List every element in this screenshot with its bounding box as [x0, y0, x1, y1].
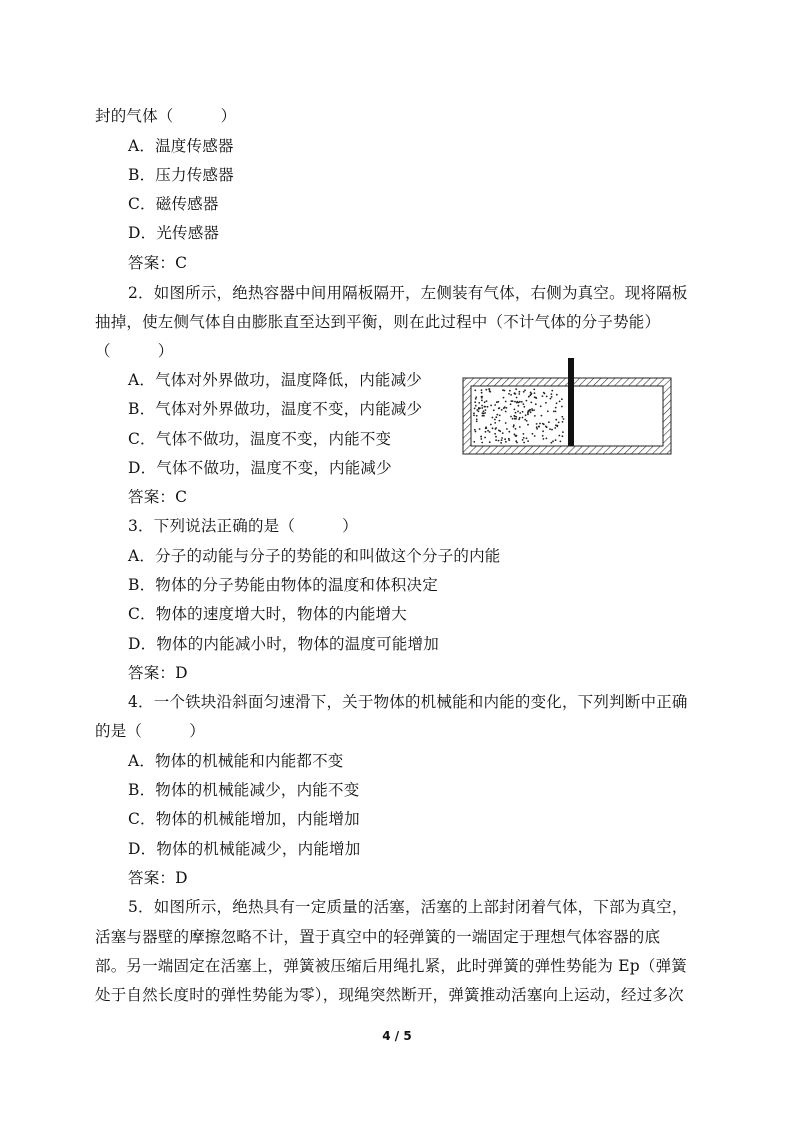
gas-particle [482, 415, 484, 417]
gas-particle [560, 441, 562, 443]
gas-particle [489, 431, 491, 433]
option-line: C．磁传感器 [128, 195, 219, 213]
question-line: 处于自然长度时的弹性势能为零），现绳突然断开，弹簧推动活塞向上运动，经过多次 [95, 986, 684, 1004]
gas-particle [508, 393, 510, 395]
gas-particle [498, 440, 500, 442]
gas-particle [534, 435, 536, 437]
gas-particle [476, 415, 478, 417]
gas-particle [505, 422, 507, 424]
gas-particle [495, 436, 497, 438]
gas-particle [501, 439, 503, 441]
option-line: B．气体对外界做功，温度不变，内能减少 [128, 400, 423, 418]
gas-particle [559, 401, 561, 403]
gas-particle [525, 414, 527, 416]
gas-particle [523, 391, 525, 393]
gas-particle [522, 411, 524, 413]
gas-particle [519, 391, 521, 393]
gas-particle [546, 396, 548, 398]
gas-particle [543, 438, 545, 440]
gas-particle [513, 426, 515, 428]
gas-particle [489, 441, 491, 443]
gas-particle [551, 429, 553, 431]
gas-particle [481, 407, 483, 409]
gas-particle [524, 389, 526, 391]
gas-particle [499, 420, 501, 422]
option-line: D．气体不做功，温度不变，内能减少 [128, 459, 392, 477]
gas-particle [486, 400, 488, 402]
gas-particle [475, 396, 477, 398]
gas-particle [535, 397, 537, 399]
gas-particle [495, 416, 497, 418]
gas-particle [509, 390, 511, 392]
gas-particle [530, 392, 532, 394]
gas-particle [533, 389, 535, 391]
gas-particle [484, 437, 486, 439]
option-line: A．气体对外界做功，温度降低，内能减少 [128, 371, 422, 389]
gas-particle [510, 416, 512, 418]
question-line: 部。另一端固定在活塞上，弹簧被压缩后用绳扎紧，此时弹簧的弹性势能为 Ep（弹簧 [95, 957, 687, 975]
gas-particle [481, 405, 483, 407]
page-number: 4 / 5 [382, 1029, 412, 1043]
gas-particle [499, 415, 501, 417]
gas-particle [521, 401, 523, 403]
gas-particle [501, 437, 503, 439]
gas-particle [519, 412, 521, 414]
gas-particle [496, 414, 498, 416]
gas-particle [522, 417, 524, 419]
gas-particle [527, 440, 529, 442]
gas-particle [551, 396, 553, 398]
gas-particle [556, 394, 558, 396]
option-line: A．温度传感器 [128, 137, 234, 155]
gas-particle [554, 427, 556, 429]
gas-particle [495, 427, 497, 429]
gas-particle [513, 415, 515, 417]
answer-line: 答案：D [128, 869, 188, 887]
gas-particle [515, 388, 517, 390]
question-line: 5．如图所示，绝热具有一定质量的活塞，活塞的上部封闭着气体，下部为真空， [128, 898, 688, 916]
gas-particle [490, 424, 492, 426]
gas-particle [516, 435, 518, 437]
gas-particle [536, 426, 538, 428]
gas-particle [492, 427, 494, 429]
question-line: 的是（ ） [95, 722, 205, 740]
gas-particle [514, 401, 516, 403]
gas-particle [478, 407, 480, 409]
gas-particle [556, 425, 558, 427]
option-line: A．分子的动能与分子的势能的和叫做这个分子的内能 [128, 547, 501, 565]
gas-particle [484, 412, 486, 414]
gas-particle [558, 422, 560, 424]
gas-particle [484, 406, 486, 408]
gas-particle [481, 442, 483, 444]
gas-particle [515, 412, 517, 414]
gas-particle [484, 401, 486, 403]
gas-particle [494, 404, 496, 406]
gas-particle [523, 403, 525, 405]
gas-particle [534, 396, 536, 398]
gas-particle [476, 409, 478, 411]
gas-particle [516, 397, 518, 399]
text-line: 封的气体（ ） [95, 107, 237, 125]
answer-line: 答案：C [128, 254, 188, 272]
gas-particle [483, 410, 485, 412]
gas-particle [480, 436, 482, 438]
gas-particle [541, 415, 543, 417]
gas-particle [536, 423, 538, 425]
gas-particle [538, 426, 540, 428]
answer-line: 答案：C [128, 488, 188, 506]
gas-particle [508, 431, 510, 433]
gas-particle [562, 421, 564, 423]
gas-particle [548, 421, 550, 423]
gas-particle [487, 406, 489, 408]
gas-particle [493, 409, 495, 411]
gas-particle [542, 435, 544, 437]
gas-particle [494, 433, 496, 435]
gas-particle [501, 409, 503, 411]
gas-particle [476, 421, 478, 423]
gas-particle [474, 401, 476, 403]
gas-particle [505, 441, 507, 443]
gas-particle [473, 414, 475, 416]
gas-particle [531, 410, 533, 412]
gas-particle [485, 409, 487, 411]
gas-particle [508, 438, 510, 440]
gas-particle [505, 401, 507, 403]
gas-particle [500, 442, 502, 444]
gas-particle [489, 388, 491, 390]
gas-particle [555, 411, 557, 413]
gas-particle [505, 411, 507, 413]
gas-particle [473, 441, 475, 443]
gas-particle [487, 430, 489, 432]
gas-particle [562, 435, 564, 437]
gas-particle [474, 429, 476, 431]
gas-particle [526, 420, 528, 422]
gas-particle [542, 430, 544, 432]
gas-particle [556, 402, 558, 404]
gas-particle [504, 438, 506, 440]
question-line: 抽掉，使左侧气体自由膨胀直至达到平衡，则在此过程中（不计气体的分子势能） [95, 313, 661, 331]
gas-particle [481, 389, 483, 391]
question-line: 3．下列说法正确的是（ ） [128, 517, 358, 535]
gas-particle [549, 428, 551, 430]
gas-particle [542, 423, 544, 425]
gas-particle [481, 396, 483, 398]
partition-bar [568, 358, 574, 446]
gas-particle [494, 419, 496, 421]
option-line: B．物体的分子势能由物体的温度和体积决定 [128, 576, 438, 594]
gas-particle [516, 442, 518, 444]
answer-line: 答案：D [128, 664, 188, 682]
gas-particle [553, 411, 555, 413]
gas-particle [504, 390, 506, 392]
gas-particle [533, 409, 535, 411]
gas-particle [513, 424, 515, 426]
gas-particle [479, 428, 481, 430]
gas-particle [494, 422, 496, 424]
gas-particle [519, 426, 521, 428]
gas-particle [514, 393, 516, 395]
gas-particle [550, 398, 552, 400]
gas-particle [499, 407, 501, 409]
container-figure [460, 356, 675, 456]
gas-particle [545, 402, 547, 404]
gas-particle [545, 426, 547, 428]
gas-particle [506, 428, 508, 430]
gas-particle [492, 417, 494, 419]
gas-particle [523, 433, 525, 435]
gas-particle [506, 407, 508, 409]
gas-particle [555, 407, 557, 409]
gas-particle [490, 405, 492, 407]
gas-particle [523, 437, 525, 439]
option-line: B．压力传感器 [128, 166, 234, 184]
option-line: B．物体的机械能减少，内能不变 [128, 781, 360, 799]
gas-particle [534, 392, 536, 394]
gas-particle [551, 393, 553, 395]
gas-particle [518, 405, 520, 407]
option-line: D．光传感器 [128, 224, 220, 242]
gas-particle [555, 439, 557, 441]
gas-particle [482, 412, 484, 414]
gas-particle [489, 390, 491, 392]
gas-particle [527, 413, 529, 415]
question-line: 4．一个铁块沿斜面匀速滑下，关于物体的机械能和内能的变化，下列判断中正确 [128, 693, 688, 711]
gas-particle [474, 389, 476, 391]
gas-particle [536, 428, 538, 430]
gas-particle [475, 431, 477, 433]
gas-particle [524, 419, 526, 421]
question-line: 活塞与器壁的摩擦忽略不计，置于真空中的轻弹簧的一端固定于理想气体容器的底 [95, 928, 661, 946]
gas-particle [514, 418, 516, 420]
gas-particle [481, 400, 483, 402]
option-line: C．物体的速度增大时，物体的内能增大 [128, 605, 407, 623]
gas-particle [503, 397, 505, 399]
gas-particle [512, 418, 514, 420]
gas-particle [561, 406, 563, 408]
gas-particle [475, 398, 477, 400]
gas-particle [474, 408, 476, 410]
gas-particle [526, 400, 528, 402]
gas-particle [514, 409, 516, 411]
gas-particle [544, 393, 546, 395]
gas-particle [523, 406, 525, 408]
gas-particle [540, 405, 542, 407]
gas-particle [534, 415, 536, 417]
gas-particle [530, 411, 532, 413]
gas-particle [517, 411, 519, 413]
gas-particle [510, 394, 512, 396]
gas-particle [485, 389, 487, 391]
question-line: （ ） [95, 342, 174, 360]
gas-particle [485, 431, 487, 433]
gas-particle [546, 438, 548, 440]
gas-particle [516, 402, 518, 404]
gas-particle [552, 440, 554, 442]
gas-particle [528, 396, 530, 398]
gas-particle [530, 402, 532, 404]
gas-particle [562, 431, 564, 433]
gas-particle [476, 419, 478, 421]
gas-particle [480, 438, 482, 440]
option-line: D．物体的内能减小时，物体的温度可能增加 [128, 635, 439, 653]
gas-particle [529, 409, 531, 411]
gas-particle [527, 424, 529, 426]
option-line: D．物体的机械能减少，内能增加 [128, 840, 361, 858]
gas-particle [478, 402, 480, 404]
gas-particle [542, 395, 544, 397]
gas-particle [481, 392, 483, 394]
gas-particle [561, 398, 563, 400]
gas-particle [539, 423, 541, 425]
gas-particle [529, 395, 531, 397]
gas-particle [522, 439, 524, 441]
gas-particle [547, 410, 549, 412]
container-diagram [460, 356, 675, 456]
gas-particle [519, 417, 521, 419]
gas-particle [495, 439, 497, 441]
option-line: C．气体不做功，温度不变，内能不变 [128, 430, 392, 448]
gas-particle [510, 403, 512, 405]
question-line: 2．如图所示，绝热容器中间用隔板隔开，左侧装有气体，右侧为真空。现将隔板 [128, 284, 688, 302]
gas-particle [504, 406, 506, 408]
gas-particle [555, 419, 557, 421]
gas-particle [515, 428, 517, 430]
gas-particle [485, 426, 487, 428]
gas-particle [496, 401, 498, 403]
gas-particle [515, 416, 517, 418]
option-line: A．物体的机械能和内能都不变 [128, 752, 344, 770]
gas-particle [563, 418, 565, 420]
gas-particle [502, 432, 504, 434]
gas-particle [535, 403, 537, 405]
gas-particle [512, 400, 514, 402]
gas-particle [523, 442, 525, 444]
gas-particle [498, 430, 500, 432]
gas-particle [551, 390, 553, 392]
option-line: C．物体的机械能增加，内能增加 [128, 810, 360, 828]
gas-particle [518, 393, 520, 395]
gas-particle [526, 437, 528, 439]
gas-particle [475, 405, 477, 407]
gas-particle [561, 416, 563, 418]
gas-particle [532, 433, 534, 435]
gas-particle [558, 435, 560, 437]
gas-particle [518, 402, 520, 404]
gas-particle [473, 412, 475, 414]
gas-particle [551, 442, 553, 444]
